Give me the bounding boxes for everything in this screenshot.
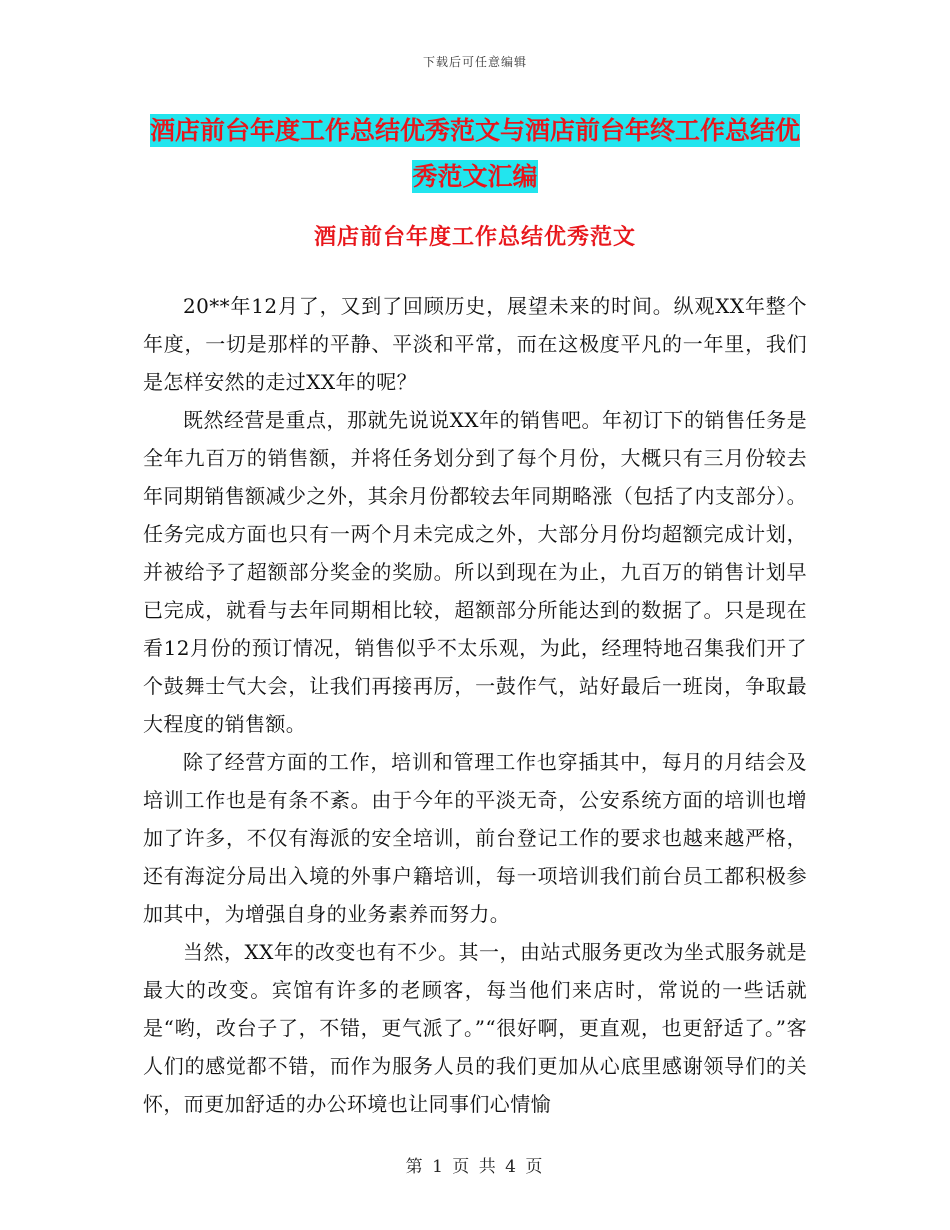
document-title-text: 酒店前台年度工作总结优秀范文与酒店前台年终工作总结优秀范文汇编	[149, 116, 800, 191]
section-title: 酒店前台年度工作总结优秀范文	[313, 225, 636, 250]
paragraph: 当然，XX年的改变也有不少。其一，由站式服务更改为坐式服务就是最大的改变。宾馆有许多的老顾客，每当他们来店时，常说的一些话就是“哟，改台子了，不错，更气派了。”“很好啊，更直观，也更舒适了。”客人们的感觉都不错，而作为服务人员的我们更加从心底里感谢领导们的关怀，而更加舒适的办公环境也让同事们心情愉	[143, 940, 807, 1116]
document-body	[143, 287, 807, 1123]
paragraph: 20**年12月了，又到了回顾历史，展望未来的时间。纵观XX年整个年度，一切是那样的平静、平淡和平常，而在这极度平凡的一年里，我们是怎样安然的走过XX年的呢？	[143, 294, 807, 394]
paragraph: 除了经营方面的工作，培训和管理工作也穿插其中，每月的月结会及培训工作也是有条不紊。由于今年的平淡无奇，公安系统方面的培训也增加了许多，不仅有海派的安全培训，前台登记工作的要求也越来越严格，还有海淀分局出入境的外事户籍培训，每一项培训我们前台员工都积极参加其中，为增强自身的业务素养而努力。	[143, 750, 807, 926]
page-number: 第 1 页 共 4 页	[405, 1157, 545, 1177]
document-title	[140, 108, 810, 200]
paragraph: 既然经营是重点，那就先说说XX年的销售吧。年初订下的销售任务是全年九百万的销售额，并将任务划分到了每个月份，大概只有三月份较去年同期销售额减少之外，其余月份都较去年同期略涨（包括了内支部分）。任务完成方面也只有一两个月未完成之外，大部分月份均超额完成计划，并被给予了超额部分奖金的奖励。所以到现在为止，九百万的销售计划早已完成，就看与去年同期相比较，超额部分所能达到的数据了。只是现在看12月份的预订情况，销售似乎不太乐观，为此，经理特地召集我们开了个鼓舞士气大会，让我们再接再厉，一鼓作气，站好最后一班岗，争取最大程度的销售额。	[143, 408, 807, 736]
header-note: 下载后可任意编辑	[422, 55, 527, 69]
